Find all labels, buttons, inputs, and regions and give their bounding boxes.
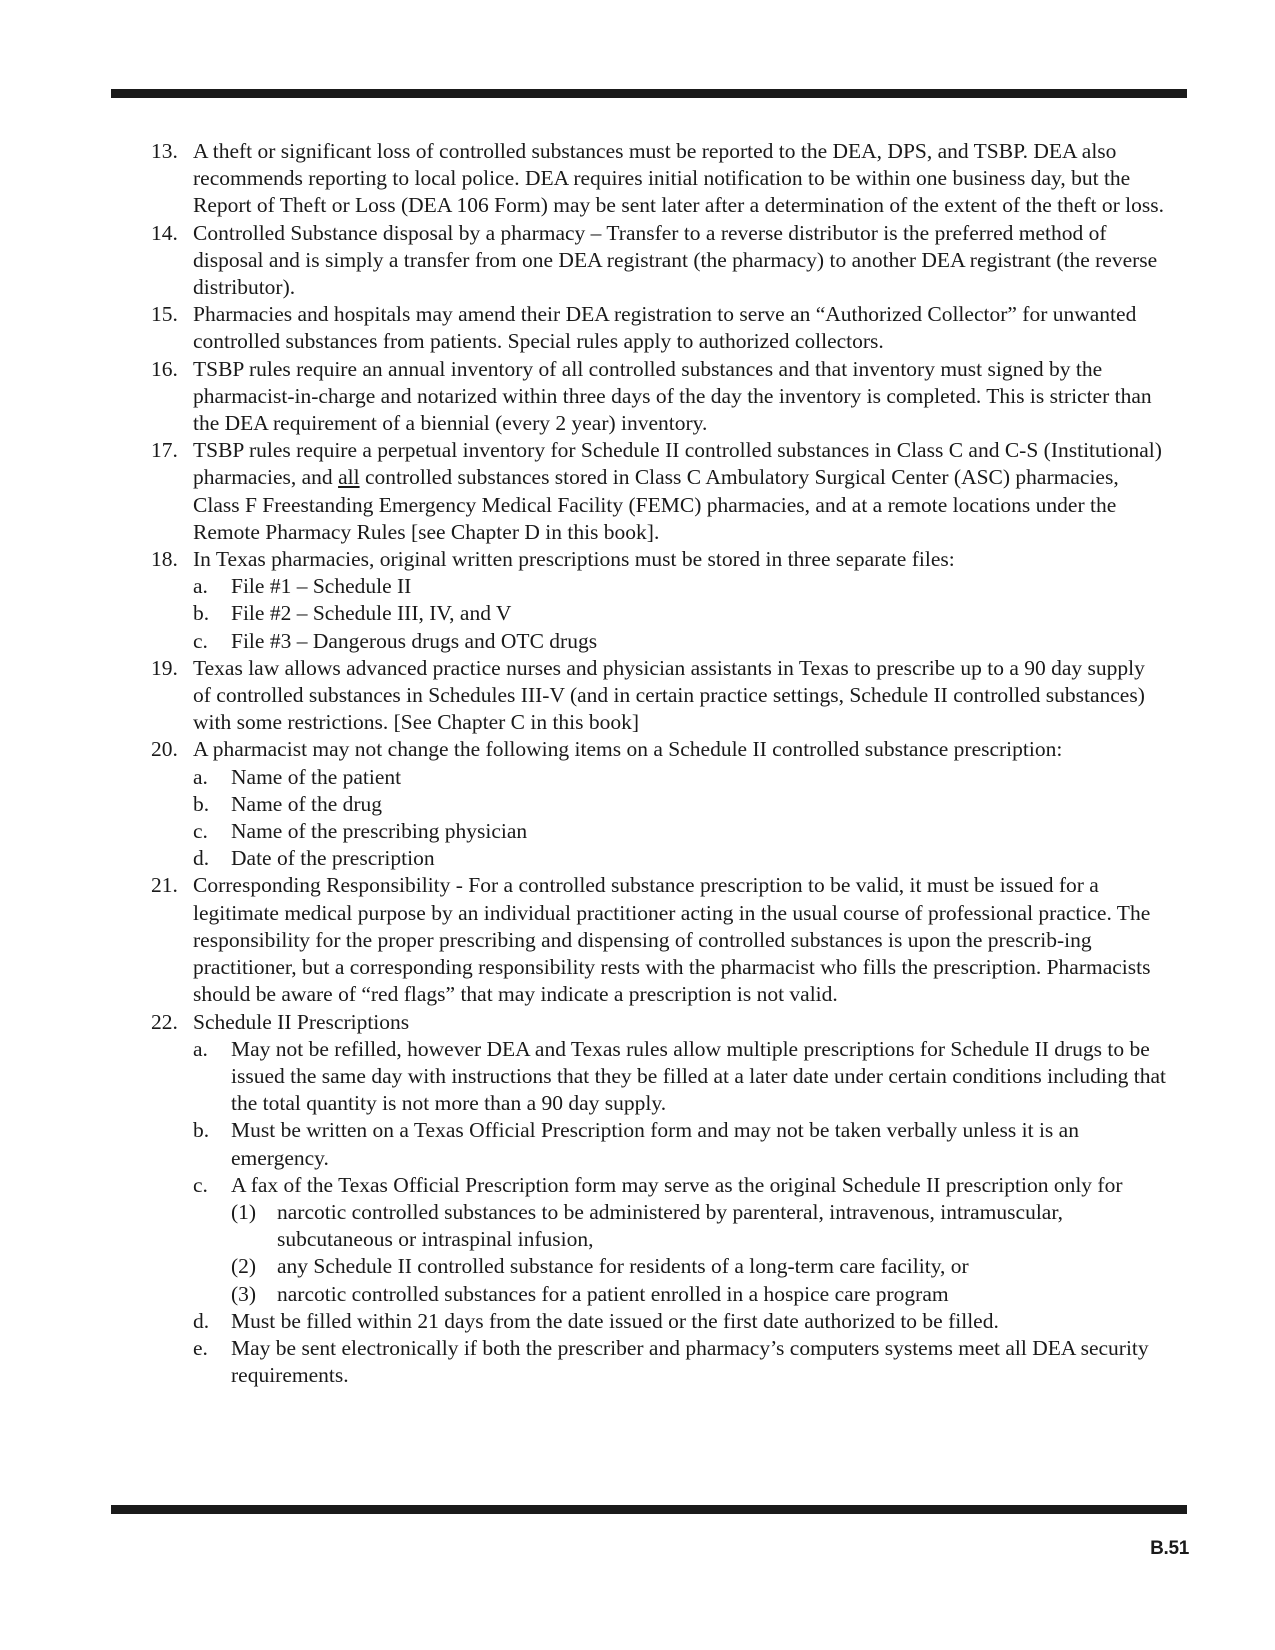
item-number: 22. [151,1009,178,1034]
sub-item-letter: a. [193,1036,208,1061]
item-number: 16. [151,356,178,381]
list-item-15 [151,301,1166,355]
sub-item-text: A fax of the Texas Official Prescription form may serve as the original Schedule II prescription only for [231,1172,1123,1197]
item-number: 17. [151,438,178,463]
item-text: A pharmacist may not change the following items on a Schedule II controlled substance prescription: [193,737,1063,762]
sub-item [151,764,1166,791]
item-text-part: TSBP rules require a perpetual inventory for Schedule II controlled substances in Class C and C-S (Institutional) pharmacies, and [193,438,1162,490]
sub-item-letter: a. [193,574,208,599]
sub-sub-item-label: (3) [231,1281,257,1306]
list-item-18 [151,546,1166,573]
sub-item-letter: d. [193,846,210,871]
sub-item-text: Name of the drug [231,791,383,816]
sub-sub-item [151,1199,1166,1253]
sub-item-letter: b. [193,1118,210,1143]
item-number: 14. [151,220,178,245]
item-text [193,438,1162,544]
item-text: In Texas pharmacies, original written prescriptions must be stored in three separate files: [193,547,955,572]
sub-item-text: File #1 – Schedule II [231,574,412,599]
item-text: A theft or significant loss of controlled substances must be reported to the DEA, DPS, and TSBP. DEA also recommends reporting to local police. DEA requires initial notification to be within one business day, but the Report of Theft or Loss (DEA 106 Form) may be sent later after a determination of the extent of the theft or loss. [193,139,1165,218]
top-rule [111,89,1187,98]
sub-sub-item [151,1281,1166,1308]
item-text-part: controlled substances stored in Class C Ambulatory Surgical Center (ASC) pharmacies, Class F Freestanding Emergency Medical Facility (FEMC) pharmacies, and at a remote locations under the Remote Pharmacy Rules [see Chapter D in this book]. [193,465,1119,544]
sub-item [151,818,1166,845]
sub-item [151,1117,1166,1171]
item-text: Schedule II Prescriptions [193,1009,410,1034]
item-text: TSBP rules require an annual inventory of all controlled substances and that inventory must signed by the pharmacist-in-charge and notarized within three days of the day the inventory is completed. This is stricter than the DEA requirement of a biennial (every 2 year) inventory. [193,356,1152,436]
page-number: B.51 [1150,1538,1189,1559]
sub-item [151,1172,1166,1199]
sub-item [151,600,1166,627]
sub-item-letter: c. [193,1172,208,1197]
sub-item-letter: d. [193,1308,210,1333]
sub-item-text: Must be filled within 21 days from the date issued or the first date authorized to be filled. [231,1308,999,1333]
sub-item-letter: b. [193,601,210,626]
sub-sub-item-text: narcotic controlled substances to be administered by parenteral, intravenous, intramuscular, subcutaneous or intraspinal infusion, [277,1199,1064,1252]
sub-item-letter: e. [193,1335,208,1360]
sub-sub-item-label: (1) [231,1199,257,1224]
sub-item-text: May be sent electronically if both the prescriber and pharmacy’s computers systems meet all DEA security requirements. [231,1335,1149,1388]
item-text: Controlled Substance disposal by a pharmacy – Transfer to a reverse distributor is the preferred method of disposal and is simply a transfer from one DEA registrant (the pharmacy) to another DEA registrant (the reverse distributor). [193,220,1158,300]
sub-item [151,1335,1166,1389]
item-number: 15. [151,302,178,327]
list-item-22 [151,1009,1166,1036]
list-item-13 [151,138,1166,220]
sub-item-letter: b. [193,791,210,816]
item-number: 20. [151,737,178,762]
item-number: 19. [151,655,178,680]
sub-item [151,573,1166,600]
item-text: Texas law allows advanced practice nurses and physician assistants in Texas to prescribe up to a 90 day supply of controlled substances in Schedules III-V (and in certain practice settings, Schedule II controlled substances) with some restrictions. [See Chapter C in this book] [193,655,1145,735]
underlined-word: all [338,465,360,490]
sub-item [151,1036,1166,1118]
list-item-14 [151,220,1166,302]
sub-item-text: File #3 – Dangerous drugs and OTC drugs [231,628,598,653]
sub-item-text: Name of the patient [231,764,402,789]
list-item-19 [151,655,1166,737]
sub-item-letter: c. [193,819,208,844]
list-item-17 [151,437,1166,546]
item-text: Corresponding Responsibility - For a controlled substance prescription to be valid, it must be issued for a legitimate medical purpose by an individual practitioner acting in the usual course of professional practice. The responsibility for the proper prescribing and dispensing of controlled substances is upon the prescrib-ing practitioner, but a corresponding responsibility rests with the pharmacist who fills the prescription. Pharmacists should be aware of “red flags” that may indicate a prescription is not valid. [193,873,1151,1007]
sub-item [151,628,1166,655]
sub-item-letter: a. [193,764,208,789]
sub-item-text: File #2 – Schedule III, IV, and V [231,601,512,626]
sub-sub-item-label: (2) [231,1254,257,1279]
item-number: 21. [151,873,178,898]
numbered-list [151,138,1166,1389]
item-number: 13. [151,139,178,163]
sub-sub-item-text: any Schedule II controlled substance for residents of a long-term care facility, or [277,1254,969,1279]
item-number: 18. [151,547,178,572]
sub-item-text: May not be refilled, however DEA and Texas rules allow multiple prescriptions for Schedule II drugs to be issued the same day with instructions that they be filled at a later date under certain conditions including that the total quantity is not more than a 90 day supply. [231,1036,1166,1116]
sub-item [151,845,1166,872]
sub-item-text: Must be written on a Texas Official Prescription form and may not be taken verbally unless it is an emergency. [231,1118,1079,1170]
item-text: Pharmacies and hospitals may amend their DEA registration to serve an “Authorized Collector” for unwanted controlled substances from patients. Special rules apply to authorized collectors. [193,302,1137,354]
bottom-rule [111,1505,1187,1514]
sub-item [151,1308,1166,1335]
sub-item [151,791,1166,818]
sub-sub-item-text: narcotic controlled substances for a patient enrolled in a hospice care program [277,1281,949,1306]
list-item-20 [151,736,1166,763]
list-item-16 [151,356,1166,438]
list-item-21 [151,872,1166,1008]
sub-item-letter: c. [193,628,208,653]
sub-item-text: Name of the prescribing physician [231,819,528,844]
sub-sub-item [151,1253,1166,1280]
sub-item-text: Date of the prescription [231,846,435,871]
